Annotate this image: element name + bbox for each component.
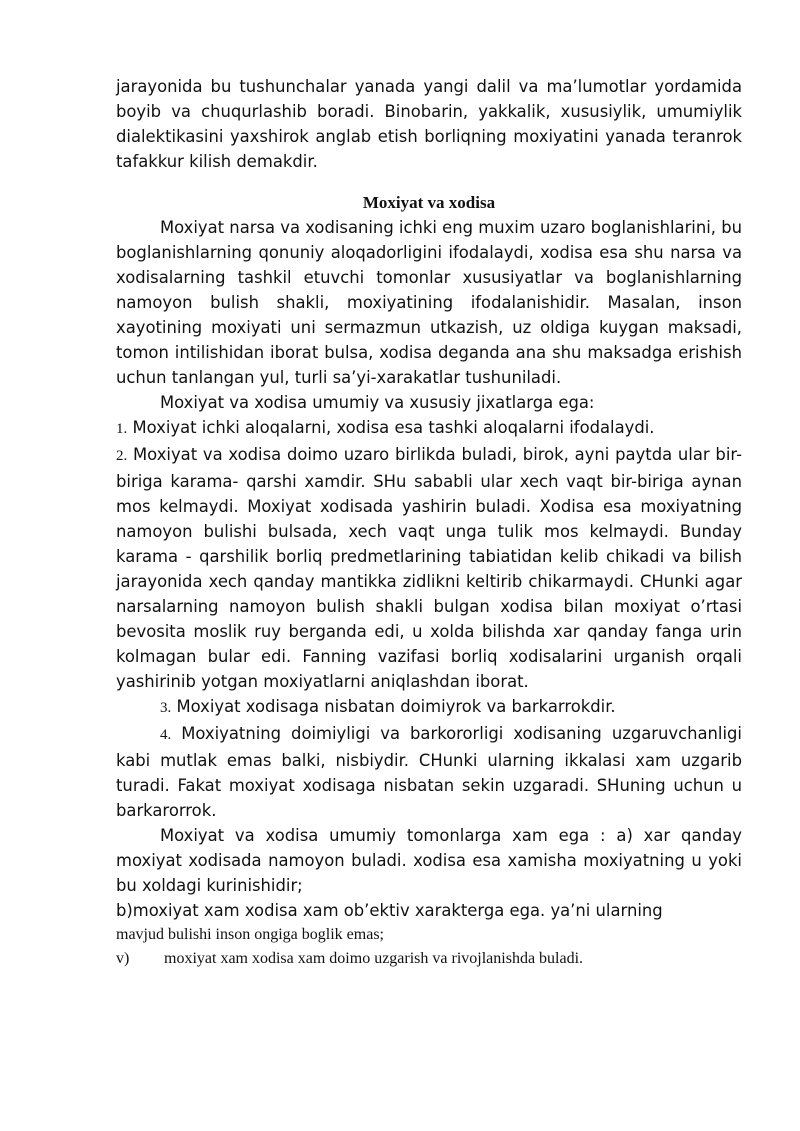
paragraph-common-a: Moxiyat va xodisa umumiy tomonlarga xam ega : a) xar qanday moxiyat xodisada namoyon buladi. xodisa esa xamisha moxiyatning u yoki bu xoldagi kurinishidir; [116,826,742,895]
item-text: moxiyat xam xodisa xam doimo uzgarish va rivojlanishda buladi. [164,950,584,967]
item-label: v) [116,950,130,967]
paragraph-common-b-cont: mavjud bulishi inson ongiga boglik emas; [116,926,384,943]
item-text: Moxiyat xodisaga nisbatan doimiyrok va barkarrokdir. [176,697,616,716]
section-heading: Moxiyat va xodisa [362,193,496,212]
paragraph-common-b: b)moxiyat xam xodisa xam ob’ektiv xarakterga ega. ya’ni ularning [116,901,663,920]
paragraph-aspects: Moxiyat va xodisa umumiy va xususiy jixatlarga ega: [160,393,595,412]
document-page [116,74,742,971]
item-number: 4. [160,727,172,743]
paragraph-intro: jarayonida bu tushunchalar yanada yangi dalil va ma’lumotlar yordamida boyib va chuqurlashib boradi. Binobarin, yakkalik, xususiylik, umumiylik dialektikasini yaxshirok anglab etish borliqning moxiyatini yanada teranrok tafakkur kilish demakdir. [116,77,742,171]
item-text: Moxiyat ichki aloqalarni, xodisa esa tashki aloqalarni ifodalaydi. [132,418,655,437]
numbered-item-3 [116,694,742,721]
numbered-item-4 [116,721,742,823]
item-text: Moxiyatning doimiyligi va barkororligi xodisaning uzgaruvchanligi kabi mutlak emas balki, nisbiydir. CHunki ularning ikkalasi xam uzgarib turadi. Fakat moxiyat xodisaga nisbatan sekin uzgaradi. SHuning uchun u barkarorrok. [116,724,742,820]
item-number: 1. [116,421,128,437]
numbered-item-2 [116,442,742,694]
item-number: 3. [160,700,172,716]
numbered-item-1 [116,415,742,442]
paragraph-common-v [116,947,742,971]
paragraph-definition: Moxiyat narsa va xodisaning ichki eng muxim uzaro boglanishlarini, bu boglanishlarning qonuniy aloqadorligini ifodalaydi, xodisa esa shu narsa va xodisalarning tashkil etuvchi tomonlar xususiyatlar va boglanishlarning namoyon bulish shakli, moxiyatining ifodalanishidir. Masalan, inson xayotining moxiyati uni sermazmun utkazish, uz oldiga kuygan maksadi, tomon intilishidan iborat bulsa, xodisa deganda ana shu maksadga erishish uchun tanlangan yul, turli sa’yi-xarakatlar tushuniladi. [116,218,743,387]
item-number: 2. [116,448,128,464]
item-text: Moxiyat va xodisa doimo uzaro birlikda buladi, birok, ayni paytda ular bir-biriga karama- qarshi xamdir. SHu sababli ular xech vaqt bir-biriga aynan mos kelmaydi. Moxiyat xodisada yashirin buladi. Xodisa esa moxiyatning namoyon bulishi bulsada, xech vaqt unga tulik mos kelmaydi. Bunday karama - qarshilik borliq predmetlarining tabiatidan kelib chikadi va bilish jarayonida xech qanday mantikka zidlikni keltirib chikarmaydi. CHunki agar narsalarning namoyon bulish shakli bulgan xodisa bilan moxiyat o’rtasi bevosita moslik ruy berganda edi, u xolda bilishda xar qanday fanga urin kolmagan bular edi. Fanning vazifasi borliq xodisalarini urganish orqali yashirinib yotgan moxiyatlarni aniqlashdan iborat. [116,445,742,691]
